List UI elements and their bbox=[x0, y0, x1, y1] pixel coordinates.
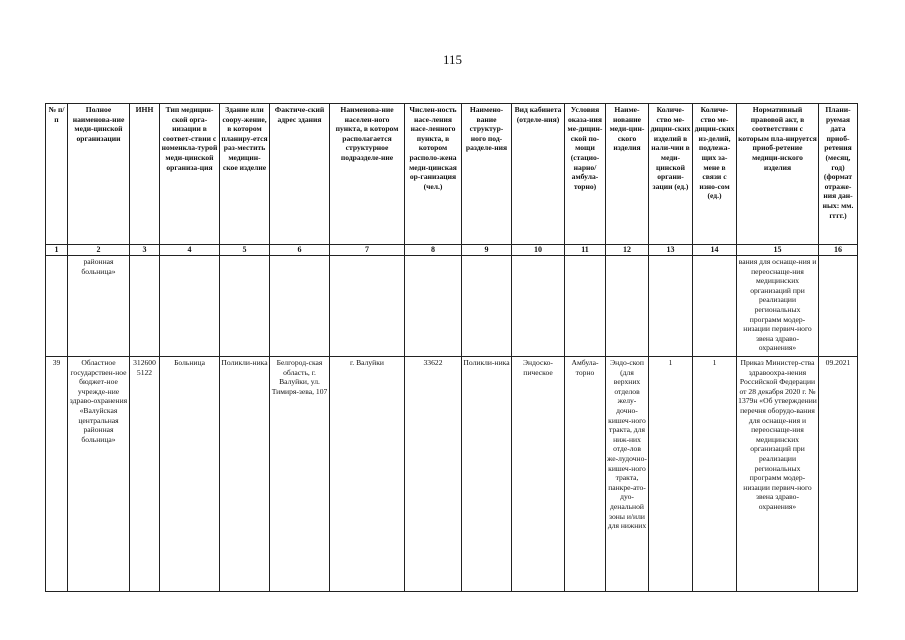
column-number: 16 bbox=[819, 245, 858, 256]
column-number: 1 bbox=[46, 245, 68, 256]
device: Эндо-скоп (для верхних отделов желу-дочно-кишеч-ного тракта, для ниж-них отде-лов же-лудочно-кишеч-ного тракта, панкре-ато-дуо-денальной зоны и/или для нижних bbox=[606, 357, 649, 592]
col-header-inn: ИНН bbox=[130, 104, 160, 245]
date: 09.2021 bbox=[819, 357, 858, 592]
address: Белгород-ская область, г. Валуйки, ул. Тимиря-зева, 107 bbox=[270, 357, 330, 592]
column-number: 6 bbox=[270, 245, 330, 256]
row-num: 39 bbox=[46, 357, 68, 592]
qty-replace: 1 bbox=[693, 357, 737, 592]
column-number: 12 bbox=[606, 245, 649, 256]
org-name-tail: районная больница» bbox=[68, 256, 130, 357]
qty-available: 1 bbox=[649, 357, 693, 592]
column-number: 11 bbox=[565, 245, 606, 256]
column-number: 5 bbox=[220, 245, 270, 256]
col-header-device: Наиме-нование меди-цин-ского изделия bbox=[606, 104, 649, 245]
column-number: 9 bbox=[462, 245, 512, 256]
conditions: Амбула-торно bbox=[565, 357, 606, 592]
page-number: 115 bbox=[442, 52, 463, 67]
col-header-qty-available: Количе-ство ме-дицин-ских изделий в нали-чии в меди-цинской органи-зации (ед.) bbox=[649, 104, 693, 245]
column-number: 10 bbox=[512, 245, 565, 256]
cabinet: Эндоско-пическое bbox=[512, 357, 565, 592]
column-number: 8 bbox=[405, 245, 462, 256]
col-header-address: Фактиче-ский адрес здания bbox=[270, 104, 330, 245]
medical-devices-table bbox=[45, 103, 858, 592]
building: Поликли-ника bbox=[220, 357, 270, 592]
org-name: Областное государствен-ное бюджет-ное учрежде-ние здраво-охранения «Валуйская центральная районная больница» bbox=[68, 357, 130, 592]
column-numbers-row bbox=[46, 245, 858, 256]
column-number: 15 bbox=[737, 245, 819, 256]
col-header-locality: Наименова-ние населен-ного пункта, в котором располагается структурное подразделе-ние bbox=[330, 104, 405, 245]
column-number: 4 bbox=[160, 245, 220, 256]
col-header-date: Плани-руемая дата приоб-ретения (месяц, год) (формат отраже-ния дан-ных: мм. гггг.) bbox=[819, 104, 858, 245]
column-number: 2 bbox=[68, 245, 130, 256]
col-header-act: Нормативный правовой акт, в соответствии с которым пла-нируется приоб-ретение медици-нского изделия bbox=[737, 104, 819, 245]
locality: г. Валуйки bbox=[330, 357, 405, 592]
column-number: 14 bbox=[693, 245, 737, 256]
population: 33622 bbox=[405, 357, 462, 592]
inn: 312600 5122 bbox=[130, 357, 160, 592]
col-header-qty-replace: Количе-ство ме-дицин-ских из-делий, подлежа-щих за-мене в связи с изно-сом (ед.) bbox=[693, 104, 737, 245]
col-header-org-type: Тип медицин-ской орга-низации в соответ-ствии с номенкла-турой меди-цинской организа-ция bbox=[160, 104, 220, 245]
act: Приказ Министер-ства здравоохра-нения Российской Федерации от 28 декабря 2020 г. № 1379н «Об утверждении перечня оборудо-вания для оснаще-ния и переоснаще-ния медицинских организаций при реализации региональных программ модер-низации первич-ного звена здраво-охранения» bbox=[737, 357, 819, 592]
col-header-subdivision: Наимено-вание структур-ного под-разделе-ния bbox=[462, 104, 512, 245]
col-header-population: Числен-ность насе-ления насе-ленного пункта, в котором располо-жена меди-цинская ор-ганизация (чел.) bbox=[405, 104, 462, 245]
table-row bbox=[46, 357, 858, 592]
col-header-cabinet: Вид кабинета (отделе-ния) bbox=[512, 104, 565, 245]
column-number: 7 bbox=[330, 245, 405, 256]
column-number: 3 bbox=[130, 245, 160, 256]
act-tail: вания для оснаще-ния и переоснаще-ния медицинских организаций при реализации региональных программ модер-низации первич-ного звена здраво-охранения» bbox=[737, 256, 819, 357]
col-header-org-name: Полное наименова-ние меди-цинской организации bbox=[68, 104, 130, 245]
col-header-conditions: Условия оказа-ния ме-дицин-ской по-мощи (стацио-нарно/ амбула-торно) bbox=[565, 104, 606, 245]
org-type: Больница bbox=[160, 357, 220, 592]
header-row bbox=[46, 104, 858, 245]
subdivision: Поликли-ника bbox=[462, 357, 512, 592]
column-number: 13 bbox=[649, 245, 693, 256]
col-header-num: № п/п bbox=[46, 104, 68, 245]
col-header-building: Здание или соору-жение, в котором планиру-ется раз-местить медицин-ское изделие bbox=[220, 104, 270, 245]
continuation-row bbox=[46, 256, 858, 357]
